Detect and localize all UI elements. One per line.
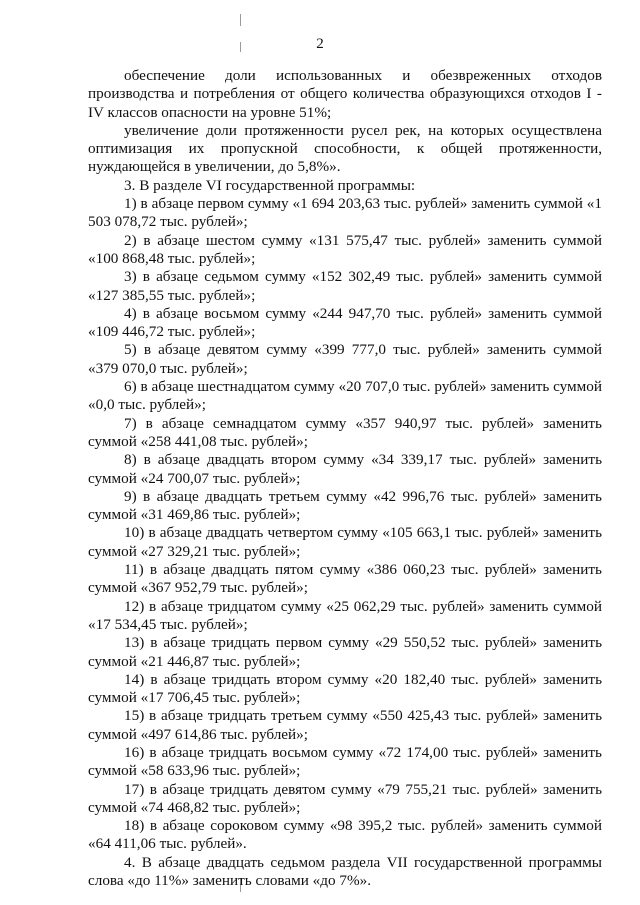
amendment-item: 2) в абзаце шестом сумму «131 575,47 тыс. рублей» заменить суммой «100 868,48 тыс. рублей»; — [88, 231, 602, 267]
amendment-item: 17) в абзаце тридцать девятом сумму «79 755,21 тыс. рублей» заменить суммой «74 468,82 тыс. рублей»; — [88, 780, 602, 816]
amendment-item: 11) в абзаце двадцать пятом сумму «386 060,23 тыс. рублей» заменить суммой «367 952,79 тыс. рублей»; — [88, 561, 602, 597]
page-number: 2 — [316, 36, 324, 52]
scan-fold-mark — [240, 14, 241, 26]
paragraph-section-vii-amendment: 4. В абзаце двадцать седьмом раздела VII государственной программы слова «до 11%» заменить словами «до 7%». — [88, 853, 602, 890]
amendment-item: 5) в абзаце девятом сумму «399 777,0 тыс. рублей» заменить суммой «379 070,0 тыс. рублей»; — [88, 341, 602, 377]
amendment-item: 13) в абзаце тридцать первом сумму «29 550,52 тыс. рублей» заменить суммой «21 446,87 тыс. рублей»; — [88, 634, 602, 670]
amendment-item: 4) в абзаце восьмом сумму «244 947,70 тыс. рублей» заменить суммой «109 446,72 тыс. рублей»; — [88, 304, 602, 341]
paragraph-section-vi-heading: 3. В разделе VI государственной программы: — [124, 176, 416, 194]
amendment-item: 16) в абзаце тридцать восьмом сумму «72 174,00 тыс. рублей» заменить суммой «58 633,96 тыс. рублей»; — [88, 743, 602, 780]
amendment-item: 3) в абзаце седьмом сумму «152 302,49 тыс. рублей» заменить суммой «127 385,55 тыс. рублей»; — [88, 268, 602, 304]
amendment-item: 14) в абзаце тридцать втором сумму «20 182,40 тыс. рублей» заменить суммой «17 706,45 тыс. рублей»; — [88, 670, 602, 707]
paragraph-riverbed-target: увеличение доли протяженности русел рек, на которых осуществлена оптимизация их пропускной способности, к общей протяженности, нуждающейся в увеличении, до 5,8%». — [88, 121, 602, 176]
paragraph-waste-target: обеспечение доли использованных и обезвреженных отходов производства и потребления от общего количества образующихся отходов I - IV классов опасности на уровне 51%; — [88, 67, 602, 121]
amendment-item: 6) в абзаце шестнадцатом сумму «20 707,0 тыс. рублей» заменить суммой «0,0 тыс. рублей»; — [88, 378, 602, 414]
amendment-item: 15) в абзаце тридцать третьем сумму «550 425,43 тыс. рублей» заменить суммой «497 614,86 тыс. рублей»; — [88, 707, 602, 743]
amendment-item: 10) в абзаце двадцать четвертом сумму «105 663,1 тыс. рублей» заменить суммой «27 329,21 тыс. рублей»; — [88, 524, 602, 560]
document-body — [88, 67, 602, 890]
amendment-item: 9) в абзаце двадцать третьем сумму «42 996,76 тыс. рублей» заменить суммой «31 469,86 тыс. рублей»; — [88, 487, 602, 524]
amendment-item: 12) в абзаце тридцатом сумму «25 062,29 тыс. рублей» заменить суммой «17 534,45 тыс. рублей»; — [88, 597, 602, 633]
amendment-item: 8) в абзаце двадцать втором сумму «34 339,17 тыс. рублей» заменить суммой «24 700,07 тыс. рублей»; — [88, 451, 602, 487]
amendment-item: 7) в абзаце семнадцатом сумму «357 940,97 тыс. рублей» заменить суммой «258 441,08 тыс. рублей»; — [88, 414, 602, 450]
amendment-item: 1) в абзаце первом сумму «1 694 203,63 тыс. рублей» заменить суммой «1 503 078,72 тыс. рублей»; — [88, 195, 602, 231]
amendment-item: 18) в абзаце сороковом сумму «98 395,2 тыс. рублей» заменить суммой «64 411,06 тыс. рублей». — [88, 817, 602, 853]
